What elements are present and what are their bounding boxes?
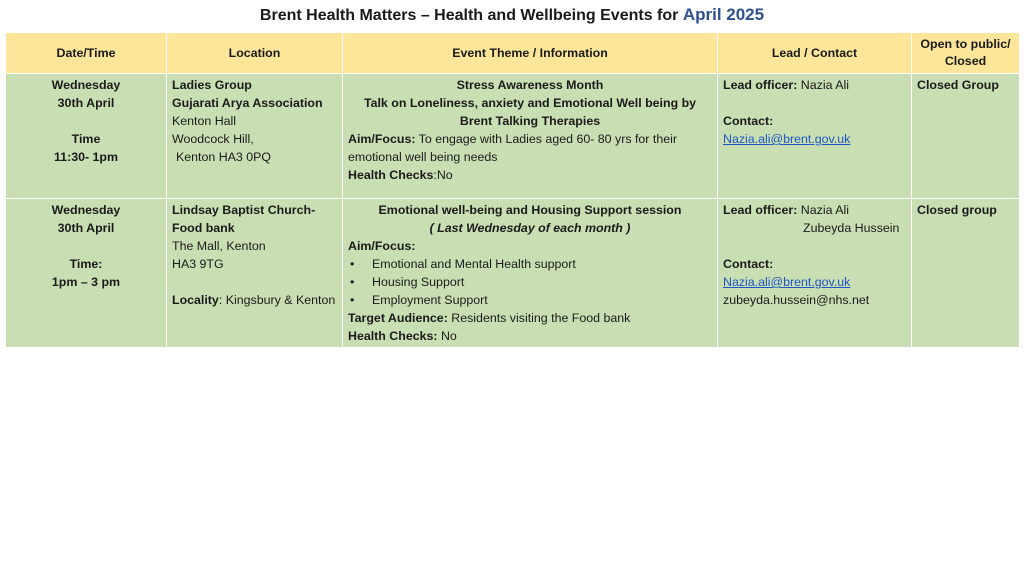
events-table xyxy=(5,32,1020,348)
event-day: Wednesday xyxy=(51,78,121,92)
locality-label: Locality xyxy=(172,293,219,307)
location-line: HA3 9TG xyxy=(172,257,224,271)
status-cell: Closed group xyxy=(912,199,1020,348)
location-cell xyxy=(167,74,343,199)
theme-subtitle: ( Last Wednesday of each month ) xyxy=(429,221,631,235)
status-cell: Closed Group xyxy=(912,74,1020,199)
lead-officer xyxy=(723,76,906,94)
health-value: :No xyxy=(433,168,453,182)
audience-label: Target Audience: xyxy=(348,311,448,325)
location-line: Kenton HA3 0PQ xyxy=(176,150,272,164)
lead-officer-name: Nazia Ali xyxy=(797,203,850,217)
date-cell xyxy=(6,74,167,199)
lead-officer xyxy=(723,201,906,219)
location-name: Ladies Group xyxy=(172,78,252,92)
event-time-label: Time: xyxy=(69,257,103,271)
location-cell xyxy=(167,199,343,348)
event-date: 30th April xyxy=(57,96,115,110)
theme-audience xyxy=(348,309,712,327)
location-line: Kenton Hall xyxy=(172,114,237,128)
aim-label: Aim/Focus: xyxy=(348,132,416,146)
lead-cell xyxy=(718,74,912,199)
header-lead: Lead / Contact xyxy=(718,33,912,74)
locality-value: : Kingsbury & Kenton xyxy=(218,293,336,307)
list-item: • Employment Support xyxy=(348,291,712,309)
date-cell xyxy=(6,199,167,348)
location-line: Woodcock Hill, xyxy=(172,132,254,146)
header-date-time: Date/Time xyxy=(6,33,167,74)
theme-health xyxy=(348,166,712,184)
health-label: Health Checks: xyxy=(348,329,438,343)
theme-cell xyxy=(343,199,718,348)
location-venue: Gujarati Arya Association xyxy=(172,96,323,110)
aim-label: Aim/Focus: xyxy=(348,239,416,253)
theme-health xyxy=(348,327,712,345)
theme-subtitle: Talk on Loneliness, anxiety and Emotional Well being by Brent Talking Therapies xyxy=(363,96,697,128)
email-text: zubeyda.hussein@nhs.net xyxy=(723,293,870,307)
health-label: Health Checks xyxy=(348,168,434,182)
location-name: Lindsay Baptist Church- Food bank xyxy=(172,203,316,235)
table-row xyxy=(6,74,1020,199)
locality xyxy=(172,291,337,309)
theme-cell xyxy=(343,74,718,199)
list-item: • Housing Support xyxy=(348,273,712,291)
lead-officer-name-2: Zubeyda Hussein xyxy=(803,221,900,235)
page-title xyxy=(0,5,1024,25)
lead-officer-label: Lead officer: xyxy=(723,78,798,92)
contact-label: Contact: xyxy=(723,114,774,128)
location-line: The Mall, Kenton xyxy=(172,239,266,253)
lead-cell xyxy=(718,199,912,348)
contact-label: Contact: xyxy=(723,257,774,271)
audience-text: Residents visiting the Food bank xyxy=(447,311,631,325)
title-main: Brent Health Matters – Health and Wellbeing Events for xyxy=(259,7,683,24)
header-open: Open to public/ Closed xyxy=(912,33,1020,74)
table-header-row xyxy=(6,33,1020,74)
theme-title: Emotional well-being and Housing Support session xyxy=(378,203,682,217)
table-row xyxy=(6,199,1020,348)
event-time: 1pm – 3 pm xyxy=(51,275,121,289)
aim-bullet-list xyxy=(348,255,712,309)
list-item: • Emotional and Mental Health support xyxy=(348,255,712,273)
title-month: April 2025 xyxy=(682,5,765,24)
aim-text: To engage with Ladies aged 60- 80 yrs for their emotional well being needs xyxy=(348,132,677,164)
lead-officer-label: Lead officer: xyxy=(723,203,798,217)
event-date: 30th April xyxy=(57,221,115,235)
lead-officer-name: Nazia Ali xyxy=(797,78,850,92)
email-link[interactable]: Nazia.ali@brent.gov.uk xyxy=(723,275,851,289)
theme-title: Stress Awareness Month xyxy=(456,78,604,92)
event-time: 11:30- 1pm xyxy=(53,150,119,164)
event-time-label: Time xyxy=(71,132,101,146)
email-link[interactable]: Nazia.ali@brent.gov.uk xyxy=(723,132,851,146)
event-day: Wednesday xyxy=(51,203,121,217)
header-location: Location xyxy=(167,33,343,74)
header-theme: Event Theme / Information xyxy=(343,33,718,74)
health-value: No xyxy=(437,329,457,343)
theme-aim xyxy=(348,130,712,166)
